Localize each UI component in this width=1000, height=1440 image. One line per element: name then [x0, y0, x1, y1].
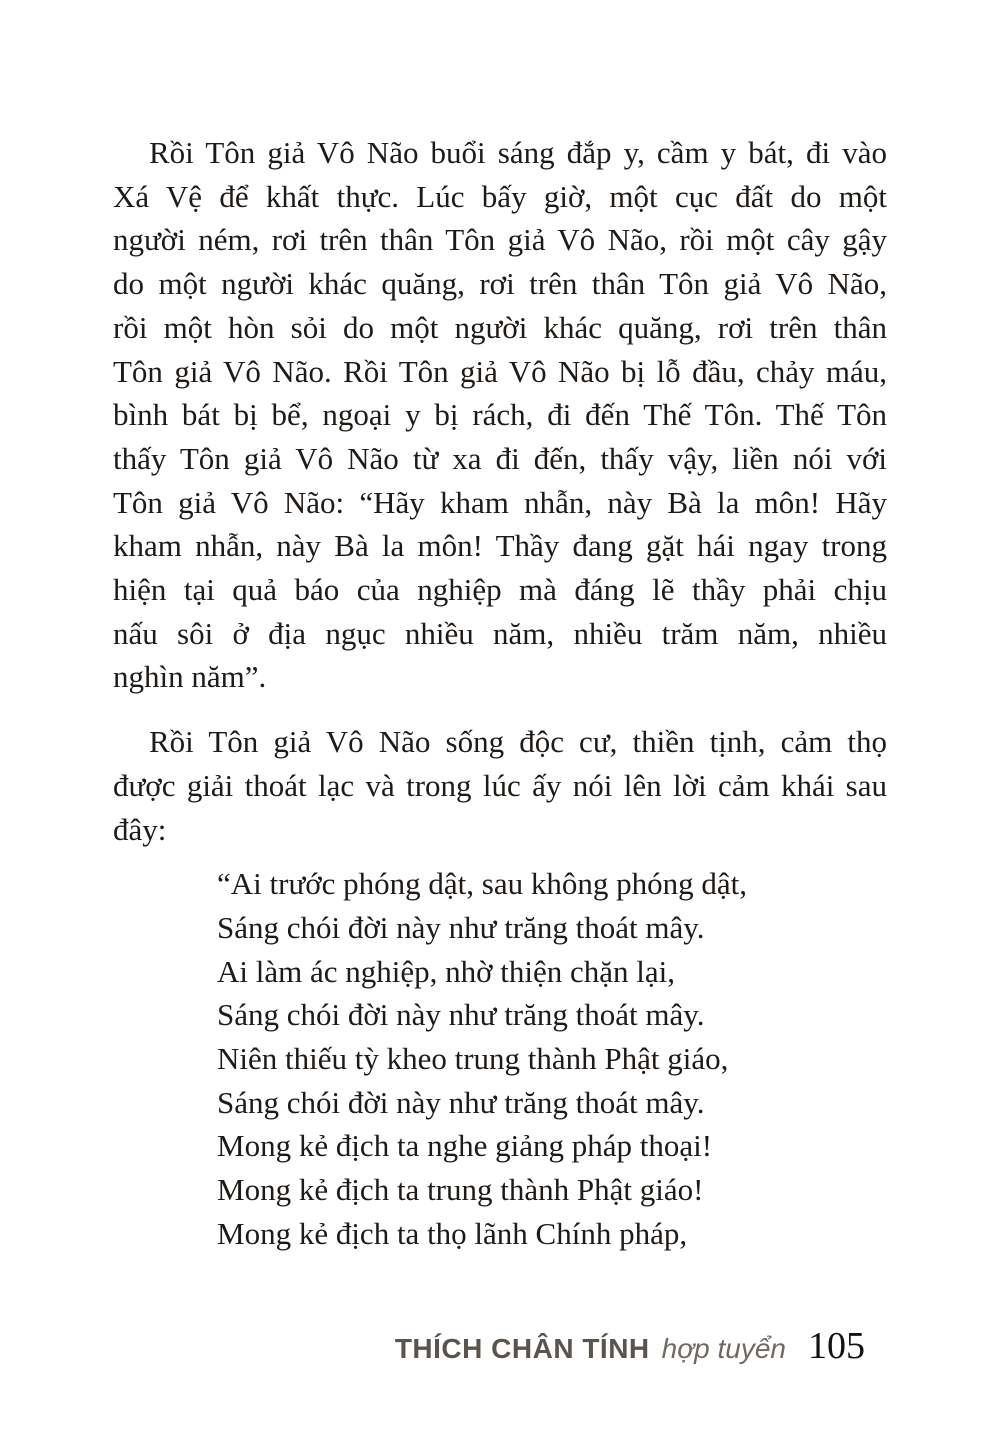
- text-line: Rồi Tôn giả Vô Não sống độc cư, thiền tịnh, cảm thọ: [149, 724, 887, 760]
- text-line: Xá Vệ để khất thực. Lúc bấy giờ, một cục đất do một: [113, 178, 887, 214]
- poem-line: Sáng chói đời này như trăng thoát mây.: [217, 1084, 705, 1120]
- footer-book-subtitle: hợp tuyển: [661, 1333, 786, 1364]
- footer-author-name: THÍCH CHÂN TÍNH: [394, 1333, 650, 1364]
- text-line: Tôn giả Vô Não. Rồi Tôn giả Vô Não bị lỗ đầu, chảy máu,: [113, 353, 887, 389]
- text-line: bình bát bị bể, ngoại y bị rách, đi đến Thế Tôn. Thế Tôn: [113, 397, 887, 433]
- text-line: người ném, rơi trên thân Tôn giả Vô Não, rồi một cây gậy: [113, 222, 887, 258]
- page-body: [113, 131, 887, 1256]
- paragraph-1: [113, 131, 887, 699]
- poem-line: Sáng chói đời này như trăng thoát mây.: [217, 997, 705, 1033]
- text-line: Tôn giả Vô Não: “Hãy kham nhẫn, này Bà la môn! Hãy: [113, 484, 887, 520]
- text-line: hiện tại quả báo của nghiệp mà đáng lẽ thầy phải chịu: [113, 572, 887, 608]
- text-line: được giải thoát lạc và trong lúc ấy nói lên lời cảm khái sau: [113, 767, 887, 803]
- text-line: đây:: [113, 811, 167, 847]
- text-line: thấy Tôn giả Vô Não từ xa đi đến, thấy vậy, liền nói với: [113, 440, 887, 476]
- poem-line: Mong kẻ địch ta thọ lãnh Chính pháp,: [217, 1215, 688, 1251]
- poem-line: Sáng chói đời này như trăng thoát mây.: [217, 909, 705, 945]
- poem-line: Mong kẻ địch ta trung thành Phật giáo!: [217, 1172, 704, 1208]
- poem-line: Niên thiếu tỳ kheo trung thành Phật giáo,: [217, 1041, 729, 1077]
- text-line: kham nhẫn, này Bà la môn! Thầy đang gặt hái ngay trong: [113, 528, 887, 564]
- page-footer: [395, 1324, 865, 1368]
- paragraph-2: [113, 720, 887, 851]
- text-line: nghìn năm”.: [113, 659, 267, 695]
- poem-line: Mong kẻ địch ta nghe giảng pháp thoại!: [217, 1128, 713, 1164]
- poem-line: Ai làm ác nghiệp, nhờ thiện chặn lại,: [217, 953, 676, 989]
- text-line: rồi một hòn sỏi do một người khác quăng, rơi trên thân: [113, 309, 887, 345]
- text-line: do một người khác quăng, rơi trên thân Tôn giả Vô Não,: [113, 266, 887, 302]
- poem-line: “Ai trước phóng dật, sau không phóng dật,: [217, 866, 747, 902]
- poem-stanza: [113, 862, 887, 1255]
- page-number: 105: [808, 1325, 865, 1367]
- text-line: Rồi Tôn giả Vô Não buổi sáng đắp y, cầm y bát, đi vào: [149, 135, 887, 170]
- text-line: nấu sôi ở địa ngục nhiều năm, nhiều trăm năm, nhiều: [113, 615, 887, 651]
